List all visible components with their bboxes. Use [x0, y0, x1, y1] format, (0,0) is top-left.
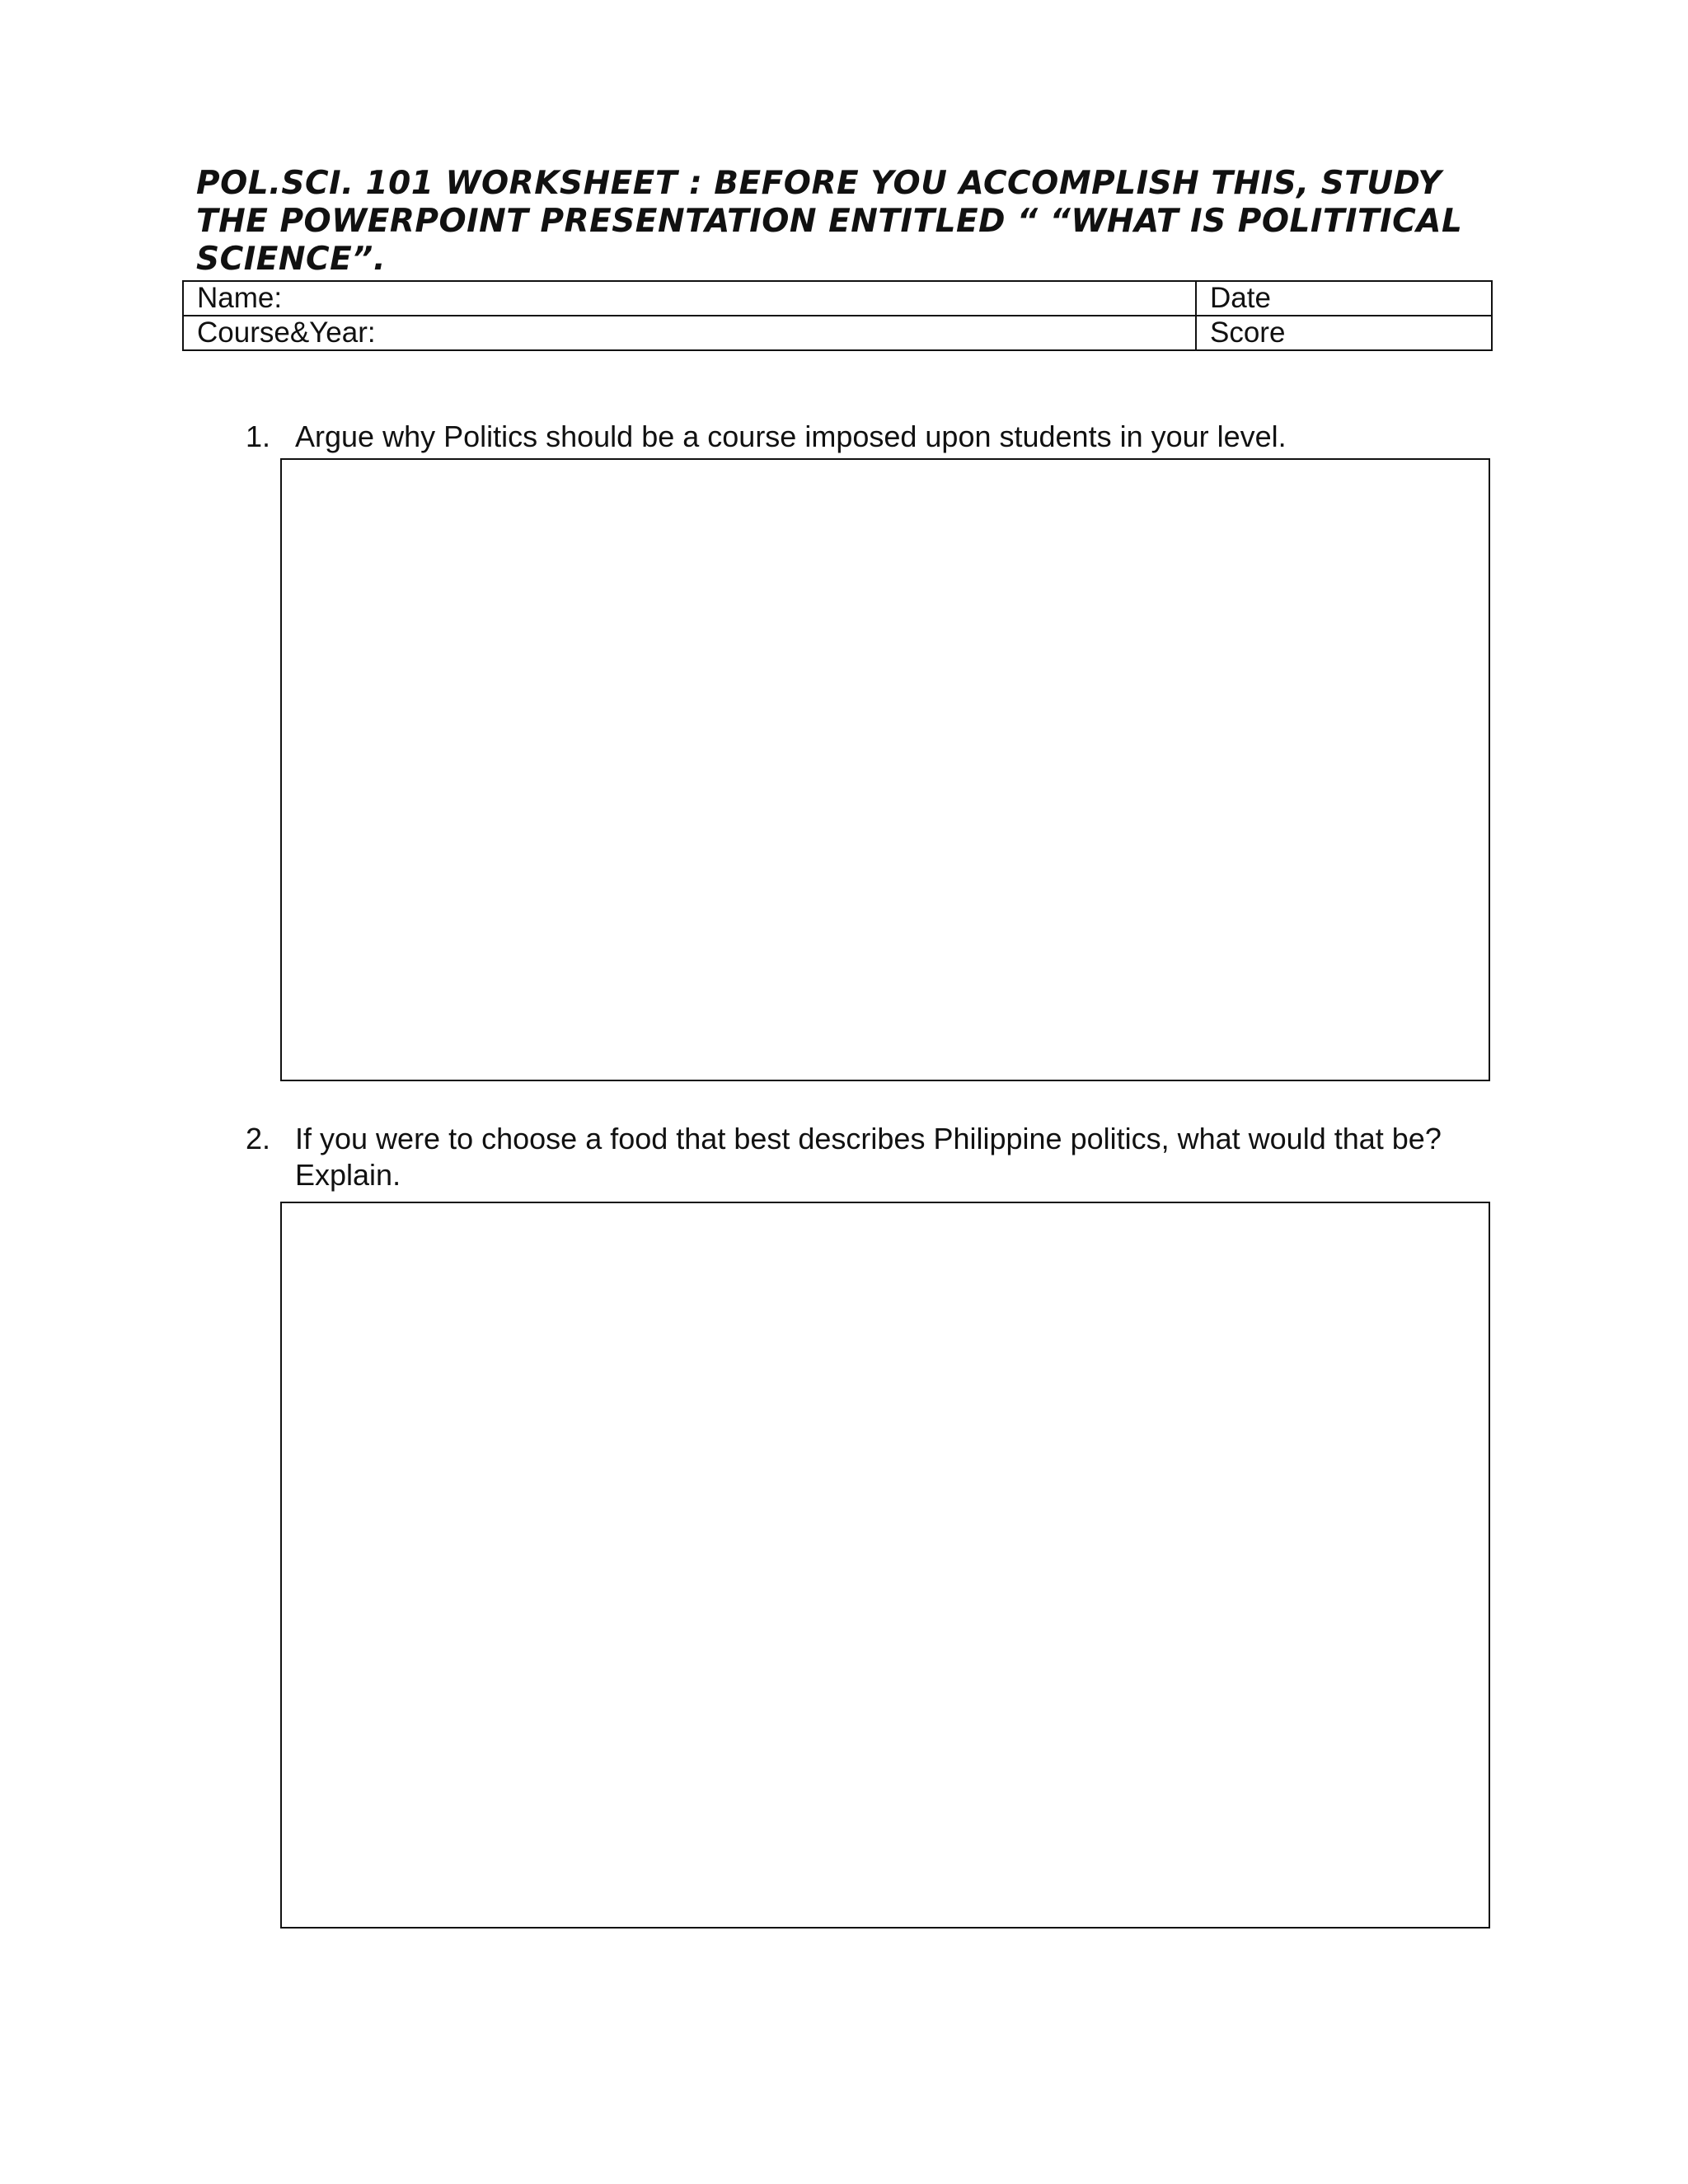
answer-box-1[interactable] [280, 458, 1490, 1081]
question-2 [246, 1121, 1515, 1193]
question-text: Argue why Politics should be a course imposed upon students in your level. [295, 419, 1287, 453]
course-year-label: Course&Year: [197, 316, 376, 349]
date-cell[interactable] [1196, 281, 1492, 316]
question-number: 1. [246, 419, 271, 453]
question-text: If you were to choose a food that best describes Philippine politics, what would that be? Explain. [295, 1122, 1442, 1192]
course-year-cell[interactable] [183, 316, 1196, 350]
date-label: Date [1210, 282, 1271, 314]
name-cell[interactable] [183, 281, 1196, 316]
worksheet-title: POL.SCI. 101 WORKSHEET : BEFORE YOU ACCOMPLISH THIS, STUDY THE POWERPOINT PRESENTATION ENTITLED “ “WHAT IS POLITITICAL SCIENCE”. [196, 165, 1463, 278]
question-number: 2. [246, 1122, 271, 1155]
answer-box-2[interactable] [280, 1202, 1490, 1929]
score-cell[interactable] [1196, 316, 1492, 350]
table-row [183, 281, 1492, 316]
table-row [183, 316, 1492, 350]
student-info-table [182, 280, 1493, 351]
question-1 [246, 419, 1515, 455]
name-label: Name: [197, 282, 283, 314]
score-label: Score [1210, 316, 1286, 349]
